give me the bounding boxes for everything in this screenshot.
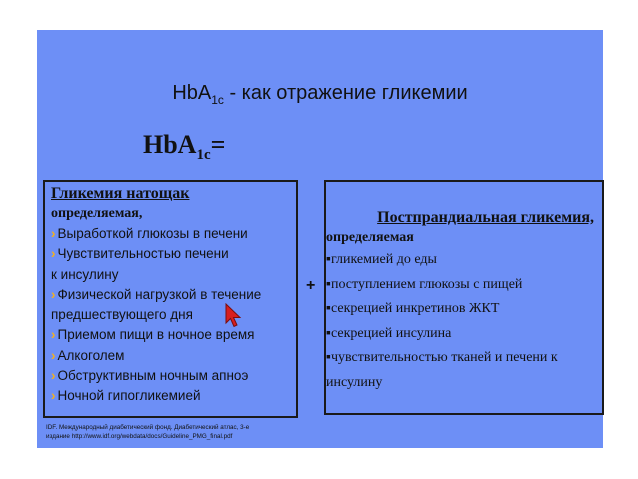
chevron-bullet-icon: ›: [51, 327, 56, 343]
slide-title: [37, 82, 603, 107]
chevron-bullet-icon: ›: [51, 388, 56, 404]
fasting-heading: Гликемия натощак: [51, 185, 190, 202]
fasting-glycemia-box: [43, 180, 298, 418]
chevron-bullet-icon: ›: [51, 286, 56, 302]
slide: [37, 30, 603, 448]
square-bullet-icon: ▪: [326, 276, 331, 292]
mouse-cursor-icon: [224, 303, 244, 329]
formula-subscript: 1c: [196, 147, 211, 164]
title-text: - как отражение гликемии: [223, 82, 468, 104]
list-item: › Алкоголем: [51, 347, 125, 363]
list-item: › Чувствительностью печени: [51, 246, 229, 262]
postprandial-subheading: определяемая: [326, 230, 414, 245]
title-subscript: 1c: [211, 93, 224, 107]
list-item: ▪поступлением глюкозы с пищей: [326, 276, 523, 292]
list-item-continuation: к инсулину: [51, 266, 119, 282]
chevron-bullet-icon: ›: [51, 368, 56, 384]
list-item: › Приемом пищи в ночное время: [51, 327, 255, 343]
list-item-continuation: инсулину: [326, 374, 383, 390]
square-bullet-icon: ▪: [326, 350, 331, 365]
fasting-subheading: определяемая,: [51, 206, 143, 221]
footnote: [46, 423, 316, 441]
list-item: ▪гликемией до еды: [326, 252, 437, 267]
footnote-line: издание http://www.idf.org/webdata/docs/Guideline_PMG_final.pdf: [46, 433, 233, 440]
list-item-continuation: предшествующего дня: [51, 307, 193, 323]
formula: [143, 130, 225, 164]
square-bullet-icon: ▪: [326, 301, 331, 316]
list-item: › Ночной гипогликемией: [51, 388, 201, 404]
square-bullet-icon: ▪: [326, 325, 331, 341]
list-item: › Физической нагрузкой в течение: [51, 286, 262, 302]
title-hba: HbA: [172, 82, 212, 104]
postprandial-glycemia-box: [324, 180, 604, 415]
postprandial-heading: Постпрандиальная гликемия,: [377, 209, 594, 226]
list-item: ▪секрецией инкретинов ЖКТ: [326, 301, 500, 316]
footnote-line: IDF. Международный диабетический фонд. Диабетический атлас, 3-е: [46, 424, 250, 431]
list-item: ▪чувствительностью тканей и печени к: [326, 350, 558, 365]
formula-hba: HbA: [143, 130, 197, 159]
formula-equals: =: [210, 130, 226, 159]
list-item: › Выработкой глюкозы в печени: [51, 226, 248, 241]
chevron-bullet-icon: ›: [51, 246, 56, 262]
chevron-bullet-icon: ›: [51, 347, 56, 363]
list-item: ▪секрецией инсулина: [326, 325, 452, 341]
plus-operator: +: [306, 277, 316, 294]
square-bullet-icon: ▪: [326, 252, 331, 267]
list-item: › Обструктивным ночным апноэ: [51, 368, 249, 384]
chevron-bullet-icon: ›: [51, 226, 56, 241]
